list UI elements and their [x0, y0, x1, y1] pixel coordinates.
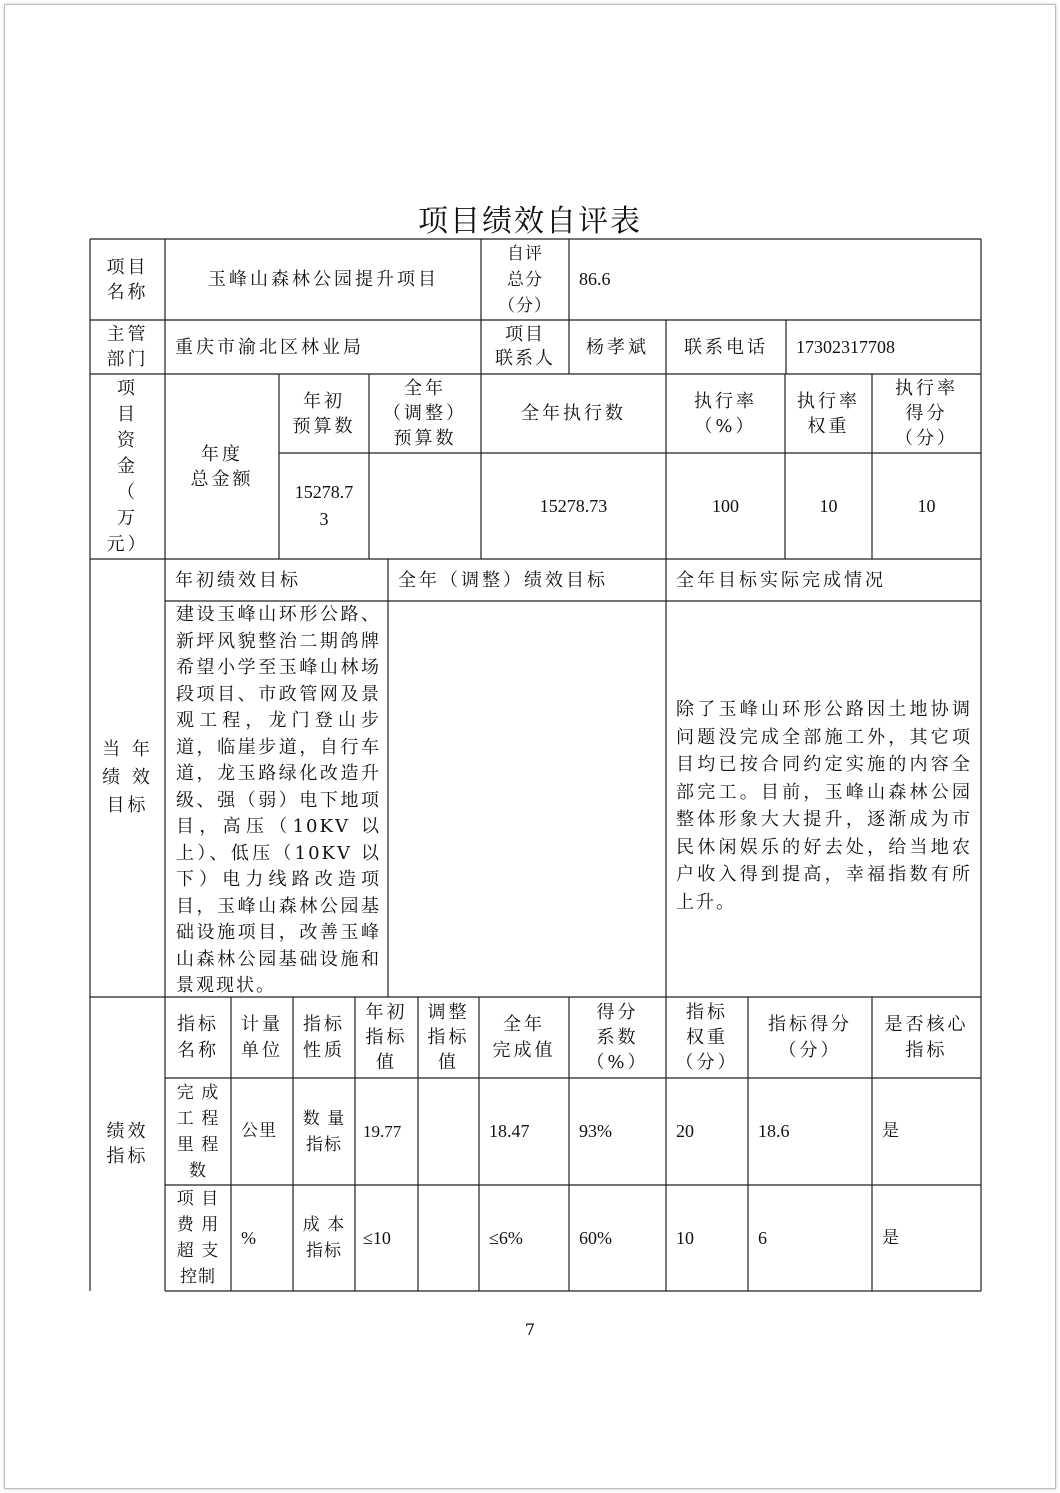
phone-label: 联系电话: [684, 336, 768, 358]
executed-header: 全年执行数: [521, 403, 626, 424]
exec-rate-value: 100: [712, 495, 739, 516]
exec-score-value: 10: [917, 495, 936, 516]
department-label: 主管 部门: [106, 324, 149, 370]
ind-row2-initial: ≤10: [363, 1227, 391, 1248]
ind-row1-adjusted: [418, 1078, 479, 1185]
ind-row1-name: 完 成 工 程 里 程 数: [176, 1082, 220, 1181]
ind-row2-core: 是: [882, 1227, 900, 1248]
ind-header-weight: 指标 权重 （分）: [675, 1002, 739, 1073]
total-amount-label: 年度 总金额: [190, 443, 254, 490]
executed-value: 15278.73: [539, 495, 608, 516]
initial-budget-header: 年初 预算数: [292, 390, 356, 437]
ind-header-completed: 全年 完成值: [492, 1013, 556, 1061]
phone-value: 17302317708: [796, 336, 895, 357]
ind-row1-initial: 19.77: [363, 1122, 402, 1141]
ind-header-initial: 年初 指标 值: [365, 1002, 408, 1073]
page-number: 7: [524, 1320, 536, 1339]
ind-row2-weight: 10: [676, 1227, 694, 1248]
funds-label: 项 目 资 金 （ 万 元）: [106, 377, 149, 555]
ind-row1-weight: 20: [676, 1121, 694, 1141]
ind-header-score: 指标得分 （分）: [768, 1013, 852, 1061]
ind-row1-score: 18.6: [758, 1121, 790, 1141]
self-score-label: 自评 总分 （分）: [498, 243, 552, 316]
ind-row2-score: 6: [758, 1227, 767, 1248]
exec-score-header: 执行率 得分 （分）: [895, 378, 958, 449]
project-name-label: 项目 名称: [106, 256, 149, 303]
ind-row1-completed: 18.47: [489, 1121, 530, 1141]
ind-row2-unit: %: [241, 1227, 256, 1248]
goals-header-adjusted: 全年（调整）绩效目标: [398, 569, 608, 591]
page-title: 项目绩效自评表: [418, 204, 642, 239]
ind-row2-adjusted: [418, 1185, 479, 1291]
ind-row1-coefficient: 93%: [579, 1121, 612, 1141]
ind-row2-completed: ≤6%: [489, 1227, 523, 1248]
exec-rate-header: 执行率 （%）: [694, 390, 757, 437]
department-value: 重庆市渝北区林业局: [175, 336, 364, 358]
ind-header-nature: 指标 性质: [303, 1013, 345, 1061]
ind-header-unit: 计量 单位: [241, 1013, 283, 1061]
adjusted-budget-value: [369, 453, 481, 559]
ind-row2-nature: 成 本 指标: [302, 1215, 346, 1261]
exec-weight-value: 10: [819, 495, 838, 516]
ind-header-core: 是否核心 指标: [884, 1013, 969, 1061]
contact-value: 杨孝斌: [586, 336, 649, 358]
ind-header-coefficient: 得分 系数 （%）: [586, 1002, 649, 1073]
actual-result-text: 除了玉峰山环形公路因土地协调问题没完成全部施工外，其它项目均已按合同约定实施的内容全部完工。目前，玉峰山森林公园整体形象大大提升，逐渐成为市民休闲娱乐的好去处，给当地农户收入得到提高，幸福指数有所上升。: [676, 699, 972, 913]
initial-goal-text: 建设玉峰山环形公路、新坪风貌整治二期鸽牌希望小学至玉峰山林场段项目、市政管网及景观工程，龙门登山步道，临崖步道，自行车道，龙玉路绿化改造升级、强（弱）电下地项目，高压（10KV 以上）、低压（10KV 以下）电力线路改造项目，玉峰山森林公园基础设施项目，改善玉峰山森林公园基础设施和景观现状。: [176, 604, 381, 996]
ind-row1-nature: 数 量 指标: [302, 1108, 346, 1155]
self-score-value: 86.6: [579, 269, 611, 289]
annual-goals-label: 当 年 绩 效 目标: [102, 739, 153, 816]
ind-row2-coefficient: 60%: [579, 1227, 612, 1248]
exec-weight-header: 执行率 权重: [797, 390, 860, 437]
ind-row2-name: 项 目 费 用 超 支 控制: [176, 1189, 220, 1287]
goals-header-initial: 年初绩效目标: [175, 569, 301, 591]
ind-row1-core: 是: [882, 1121, 900, 1141]
contact-label: 项目 联系人: [495, 324, 555, 369]
ind-header-adjusted: 调整 指标 值: [427, 1002, 470, 1073]
goals-header-actual: 全年目标实际完成情况: [676, 569, 886, 591]
project-name-value: 玉峰山森林公园提升项目: [208, 269, 439, 290]
initial-budget-value: 15278.7 3: [294, 482, 354, 529]
ind-header-name: 指标 名称: [177, 1013, 219, 1061]
ind-row1-unit: 公里: [241, 1121, 277, 1141]
adjusted-budget-header: 全年 （调整） 预算数: [383, 378, 467, 449]
indicators-label: 绩效 指标: [106, 1121, 149, 1167]
